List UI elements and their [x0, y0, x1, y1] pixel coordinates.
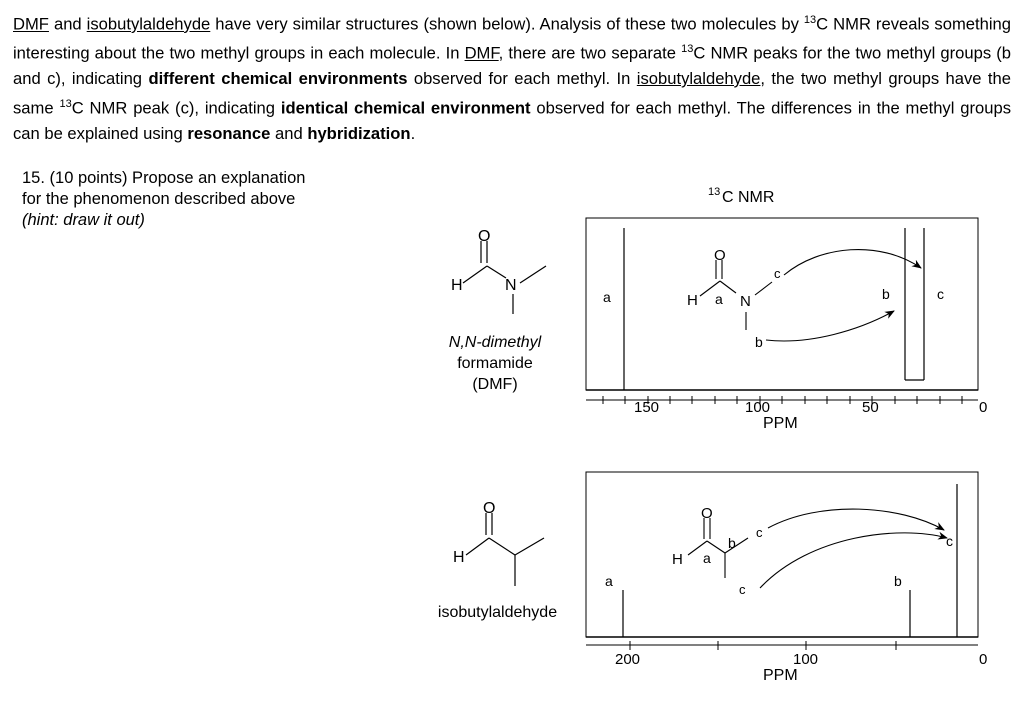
- superscript: 13: [681, 43, 694, 56]
- spectrum-2-inset-oxygen: O: [701, 505, 713, 522]
- question-line-1: 15. (10 points) Propose an explanation: [22, 169, 306, 187]
- spectrum-2-inset-hydrogen: H: [672, 551, 683, 568]
- intro-text: and: [270, 123, 308, 143]
- isobutyl-term: isobutylaldehyde: [636, 69, 761, 89]
- intro-text: observed for each methyl. In: [407, 69, 637, 89]
- nmr-title: C NMR: [722, 189, 775, 206]
- spectrum-2-axis-label: PPM: [763, 667, 798, 684]
- question-line-2: for the phenomenon described above: [22, 190, 296, 208]
- intro-text: C NMR peak (c), indicating: [71, 98, 281, 118]
- isobutyl-name: isobutylaldehyde: [437, 604, 558, 621]
- intro-text: .: [410, 123, 416, 143]
- spectrum-1-label-c: c: [937, 286, 944, 302]
- isobutyl-oxygen: O: [483, 500, 496, 517]
- spectrum-1-tick-100: 100: [745, 399, 771, 416]
- dmf-oxygen: O: [478, 228, 491, 245]
- dmf-name-line-1: N,N-dimethyl: [448, 334, 542, 351]
- spectrum-2-label-b: b: [894, 573, 902, 589]
- spectrum-1-frame: [586, 218, 978, 390]
- spectrum-2-arrow-bottom: [760, 533, 947, 588]
- spectrum-1-label-a: a: [603, 289, 611, 305]
- dmf-nitrogen: N: [505, 277, 517, 294]
- spectrum-1-inset-c: c: [774, 266, 781, 281]
- spectrum-1-tick-0: 0: [979, 399, 988, 416]
- spectrum-2-inset-c-bottom: c: [739, 582, 746, 597]
- emphasis: identical chemical environment: [280, 98, 531, 118]
- intro-text: , there are two separate: [498, 43, 682, 63]
- spectrum-1-inset-oxygen: O: [714, 247, 726, 264]
- spectrum-2-label-a: a: [605, 573, 613, 589]
- nmr-title-superscript: 13: [708, 186, 721, 198]
- spectrum-2: [586, 472, 987, 684]
- spectrum-2-inset-a: a: [703, 550, 711, 566]
- spectrum-1-tick-150: 150: [634, 399, 660, 416]
- spectrum-2-tick-200: 200: [615, 651, 641, 668]
- spectrum-2-inset-b: b: [728, 535, 736, 551]
- spectrum-2-label-c: c: [946, 533, 953, 549]
- spectrum-2-arrow-top: [768, 509, 944, 530]
- isobutyl-hydrogen: H: [453, 549, 465, 566]
- emphasis: hybridization: [307, 123, 411, 143]
- dmf-term: DMF: [464, 43, 499, 63]
- emphasis: resonance: [187, 123, 271, 143]
- emphasis: different chemical environments: [148, 69, 408, 89]
- dmf-term: DMF: [13, 14, 49, 34]
- spectrum-1-arrow-b: [766, 311, 894, 341]
- dmf-hydrogen: H: [451, 277, 463, 294]
- isobutyl-structure: [466, 513, 544, 586]
- superscript: 13: [803, 14, 817, 26]
- intro-text: observed for each methyl. The differences in the methyl groups can be explained using: [13, 98, 1012, 143]
- spectrum-1-arrow-c: [784, 250, 921, 275]
- question-hint: (hint: draw it out): [22, 211, 145, 229]
- spectrum-1-tick-50: 50: [862, 399, 879, 416]
- spectrum-1-label-b: b: [882, 286, 890, 302]
- isobutyl-term: isobutylaldehyde: [86, 14, 211, 34]
- intro-text: C NMR reveals something interesting about the two methyl groups in each molecule. In: [13, 14, 1011, 63]
- intro-text: C NMR peaks for the two methyl groups (b and c), indicating: [13, 43, 1011, 89]
- spectrum-1-inset-hydrogen: H: [687, 292, 698, 309]
- spectrum-2-tick-0: 0: [979, 651, 988, 668]
- spectrum-1-inset-a: a: [715, 291, 723, 307]
- intro-text: and: [48, 14, 87, 34]
- dmf-name-line-2: formamide: [457, 355, 533, 372]
- spectrum-2-tick-100: 100: [793, 651, 819, 668]
- superscript: 13: [59, 97, 72, 110]
- spectrum-1: [586, 218, 987, 432]
- spectrum-2-inset-structure: [688, 518, 748, 578]
- spectrum-2-inset-c-top: c: [756, 525, 763, 540]
- spectrum-1-inset-nitrogen: N: [740, 293, 751, 310]
- intro-text: have very similar structures (shown below). Analysis of these two molecules by: [210, 14, 804, 34]
- spectrum-1-axis-label: PPM: [763, 415, 798, 432]
- spectrum-1-inset-structure: [700, 260, 772, 330]
- dmf-name-line-3: (DMF): [472, 376, 518, 393]
- spectrum-1-inset-b: b: [755, 334, 763, 350]
- intro-text: , the two methyl groups have the same: [13, 69, 1011, 118]
- spectrum-2-frame: [586, 472, 978, 637]
